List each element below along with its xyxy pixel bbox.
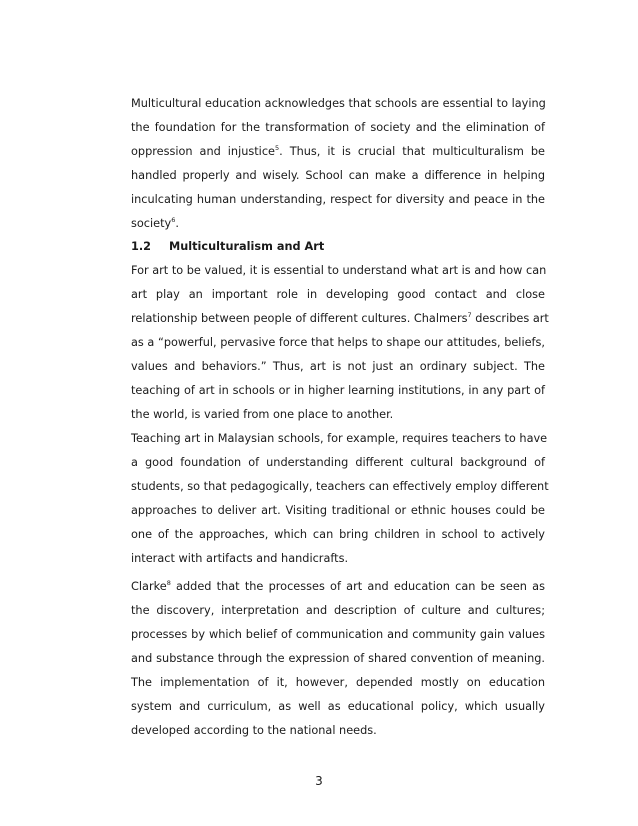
paragraph-1-line: handled properly and wisely. School can make a difference in helping bbox=[131, 169, 545, 182]
paragraph-2-line: as a “powerful, pervasive force that helps to shape our attitudes, beliefs, bbox=[131, 336, 545, 349]
footnote-ref: 5 bbox=[275, 144, 280, 153]
line-text: describes art bbox=[471, 312, 549, 325]
paragraph-3-line: one of the approaches, which can bring children in school to actively bbox=[131, 528, 545, 541]
line-text: added that the processes of art and education can be seen as bbox=[170, 580, 545, 593]
footnote-ref: 7 bbox=[467, 311, 472, 320]
paragraph-2-line: For art to be valued, it is essential to understand what art is and how can bbox=[131, 264, 547, 277]
line-text: relationship between people of different cultures. Chalmers bbox=[131, 312, 468, 325]
paragraph-2-line: teaching of art in schools or in higher learning institutions, in any part of bbox=[131, 384, 545, 397]
line-text: . bbox=[175, 217, 179, 230]
paragraph-3-line: Teaching art in Malaysian schools, for example, requires teachers to have bbox=[131, 432, 548, 445]
paragraph-4-line: The implementation of it, however, depended mostly on education bbox=[131, 676, 545, 689]
paragraph-1-line: the foundation for the transformation of society and the elimination of bbox=[131, 121, 545, 134]
section-heading bbox=[131, 240, 324, 253]
paragraph-1-line bbox=[131, 217, 545, 231]
paragraph-1-line: inculcating human understanding, respect for diversity and peace in the bbox=[131, 193, 545, 206]
page-number: 3 bbox=[315, 774, 323, 788]
line-text: oppression and injustice bbox=[131, 145, 275, 158]
paragraph-3-line: interact with artifacts and handicrafts. bbox=[131, 552, 349, 565]
line-text: Clarke bbox=[131, 580, 167, 593]
paragraph-2-line: art play an important role in developing good contact and close bbox=[131, 288, 545, 301]
paragraph-4-line: the discovery, interpretation and description of culture and cultures; bbox=[131, 604, 545, 617]
footnote-ref: 8 bbox=[166, 579, 171, 588]
paragraph-2-line: values and behaviors.” Thus, art is not just an ordinary subject. The bbox=[131, 360, 545, 373]
paragraph-4-line: developed according to the national needs. bbox=[131, 724, 377, 737]
line-text: society bbox=[131, 217, 172, 230]
paragraph-4-line: system and curriculum, as well as educational policy, which usually bbox=[131, 700, 545, 713]
paragraph-4-line: and substance through the expression of shared convention of meaning. bbox=[131, 652, 545, 665]
line-text: . Thus, it is crucial that multiculturalism be bbox=[279, 145, 546, 158]
paragraph-3-line: approaches to deliver art. Visiting traditional or ethnic houses could be bbox=[131, 504, 545, 517]
paragraph-1-line bbox=[131, 145, 545, 159]
paragraph-4-line bbox=[131, 580, 545, 594]
section-number: 1.2 bbox=[131, 240, 152, 253]
paragraph-2-line bbox=[131, 311, 549, 326]
section-title: Multiculturalism and Art bbox=[169, 240, 325, 253]
paragraph-2-line: the world, is varied from one place to another. bbox=[131, 408, 394, 421]
footnote-ref: 6 bbox=[171, 216, 176, 225]
paragraph-1-line: Multicultural education acknowledges that schools are essential to laying bbox=[131, 97, 546, 110]
paragraph-3-line: a good foundation of understanding different cultural background of bbox=[131, 456, 545, 469]
paragraph-3-line: students, so that pedagogically, teachers can effectively employ different bbox=[131, 480, 549, 493]
paragraph-4-line: processes by which belief of communication and community gain values bbox=[131, 628, 545, 641]
